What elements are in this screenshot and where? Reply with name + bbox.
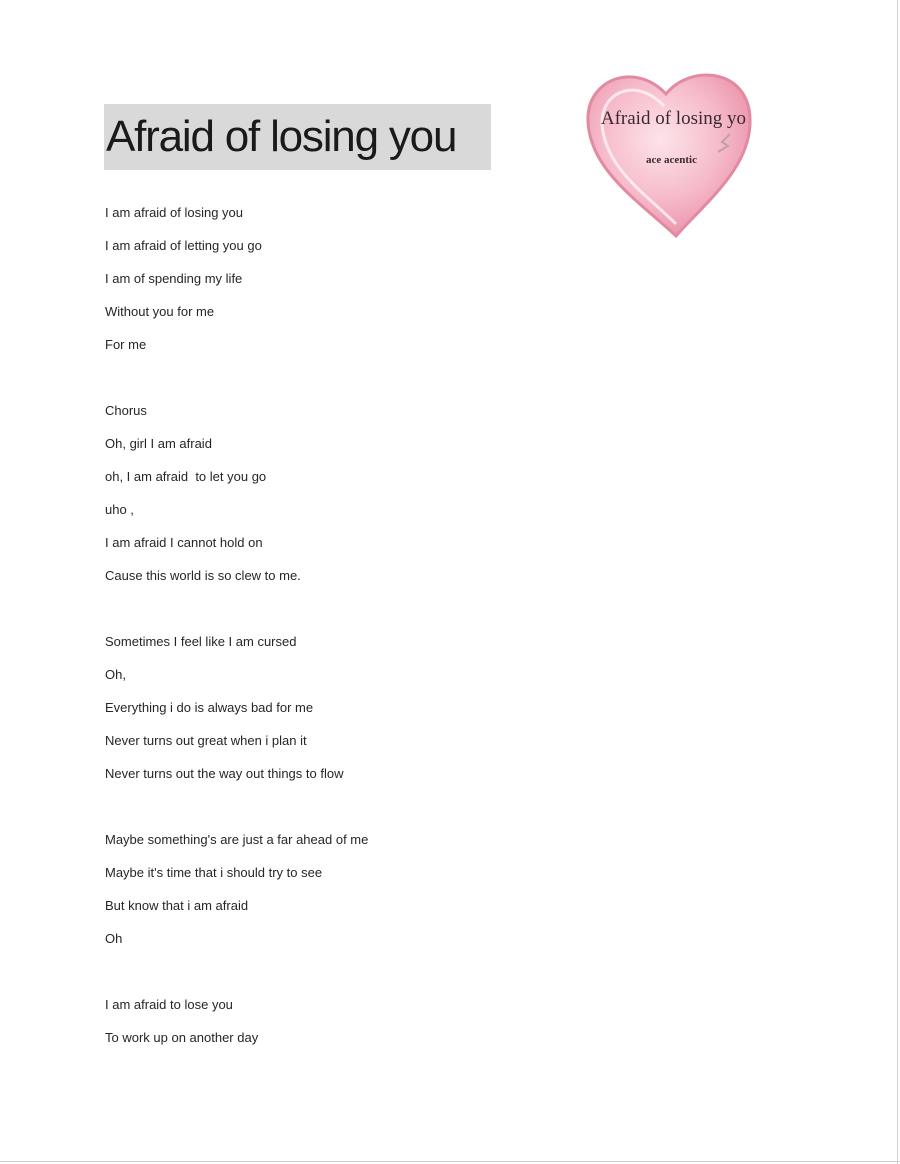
lyric-line: I am afraid I cannot hold on	[105, 535, 263, 550]
document-title: Afraid of losing you	[104, 104, 491, 170]
lyric-line: I am afraid to lose you	[105, 997, 233, 1012]
page-edge-bottom	[0, 1161, 900, 1162]
lyric-line: Cause this world is so clew to me.	[105, 568, 301, 583]
cover-artist: ace acentic	[646, 154, 697, 166]
lyric-line: Maybe something's are just a far ahead of me	[105, 832, 369, 847]
lyric-line: To work up on another day	[105, 1030, 259, 1045]
lyric-line: Oh, girl I am afraid	[105, 436, 212, 451]
lyric-line: But know that i am afraid	[105, 898, 249, 913]
lyric-line: I am afraid of letting you go	[105, 238, 262, 253]
lyric-line: Oh	[105, 931, 123, 946]
cover-title: Afraid of losing yo	[600, 108, 746, 129]
lyric-line: I am afraid of losing you	[105, 205, 244, 220]
lyric-line: Chorus	[105, 403, 147, 418]
lyric-line: Everything i do is always bad for me	[105, 700, 314, 715]
lyric-line: Maybe it's time that i should try to see	[105, 865, 323, 880]
lyric-line: For me	[105, 337, 147, 352]
lyric-line: Sometimes I feel like I am cursed	[105, 634, 297, 649]
heart-icon	[580, 64, 756, 240]
lyric-line: Never turns out great when i plan it	[105, 733, 307, 748]
cover-art	[580, 64, 756, 240]
lyric-line: Oh,	[105, 667, 126, 682]
lyric-line: I am of spending my life	[105, 271, 243, 286]
lyric-line: uho ,	[105, 502, 134, 517]
lyric-line: Never turns out the way out things to flow	[105, 766, 344, 781]
lyric-line: oh, I am afraid to let you go	[105, 469, 267, 484]
lyric-line: Without you for me	[105, 304, 215, 319]
page-edge-right	[897, 0, 898, 1164]
